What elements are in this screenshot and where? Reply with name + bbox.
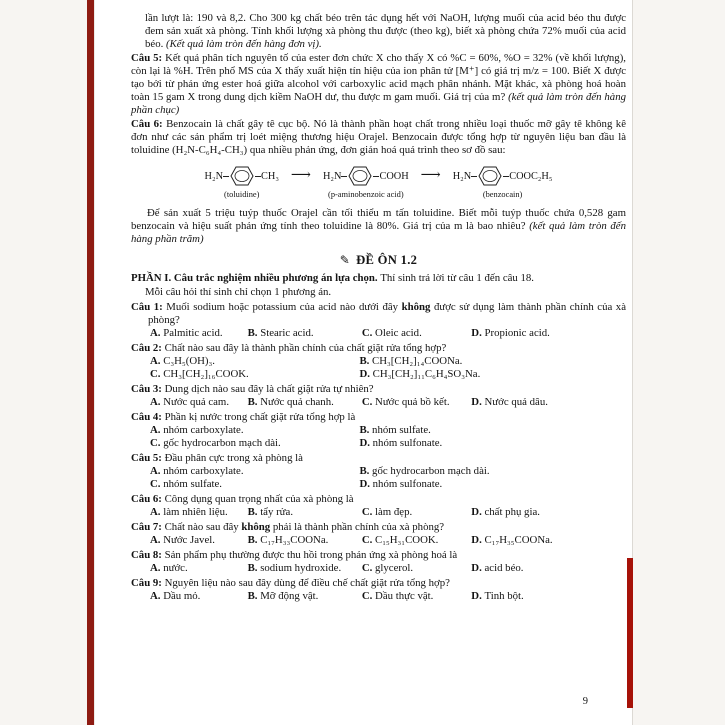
option [150,465,359,478]
options [150,396,626,409]
question-text [131,521,626,534]
option-key: B. [247,590,261,602]
option-key: D. [359,368,373,380]
text-run: Đầu phân cực trong xà phòng là [164,452,303,464]
option-key: C. [150,368,164,380]
option-key: A. [150,465,164,477]
page-number: 9 [582,696,588,707]
question-label: Câu 5: [131,52,166,64]
right-accent-bar [627,558,633,708]
text-run: lần lượt là: 190 và 8,2. Cho 300 kg chất béo trên tác dụng hết với NaOH, lượng muối của acid béo thu được đem sản xuất xà phòng. Tính khối lượng xà phòng thu được (theo kg), biết xà phòng chứa 72% muối của acid béo. [145,12,626,50]
text-run: Chất nào sau đây [164,521,242,533]
option-key: A. [150,506,164,518]
option-text: Stearic acid. [260,327,314,339]
option [150,437,359,450]
text-run: Mỗi câu hỏi thí sinh chỉ chọn 1 phương án. [145,286,332,298]
text-run: (kết quả làm tròn đến hàng phần chục) [131,91,626,116]
option-text: nhóm sulfate. [372,424,431,436]
option-text: Nước Javel. [163,534,215,546]
question-text [131,452,626,465]
option-text: nhóm sulfonate. [372,437,443,449]
text-run: Thí sinh trả lời từ câu 1 đến câu 18. [380,272,534,284]
questions-container [131,301,626,603]
option [150,368,359,381]
option [362,590,471,603]
option-text: C₁₇H₃₅COONa. [484,534,553,546]
option [248,396,362,409]
section-title: ĐỀ ÔN 1.2 [356,253,418,267]
substituent-left: H₂N [204,170,224,182]
benzene-ring-icon [348,166,372,186]
option [150,396,248,409]
option-key: D. [471,396,485,408]
text-run: không [241,521,271,533]
option [248,327,362,340]
question-label: Câu 7: [131,521,165,533]
option-text: Nước quả bồ kết. [375,396,450,408]
option-key: B. [247,506,261,518]
pencil-icon: ✎ [339,253,351,267]
question-6-paragraph [131,118,626,157]
question-label: Câu 2: [131,342,165,354]
option [471,590,626,603]
molecule-label: (benzocain) [482,190,523,199]
option [150,506,248,519]
question-5-paragraph [131,52,626,117]
option [471,534,626,547]
option [471,327,626,340]
question-label: Câu 6: [131,118,167,130]
text-run: Muối sodium hoặc potassium của acid nào dưới đây [166,301,402,313]
text-run: Nguyên liệu nào sau đây dùng để điều chế chất giặt rửa tổng hợp? [164,577,450,589]
option-key: B. [247,396,261,408]
option-text: nhóm sulfonate. [372,478,443,490]
option-text: Palmitic acid. [163,327,223,339]
question [131,383,626,409]
option-text: C₁₅H₃₁COOK. [375,534,439,546]
molecule-label: (p-aminobenzoic acid) [328,190,404,199]
option-key: A. [150,534,164,546]
option-text: Nước quả chanh. [260,396,334,408]
text-run: Kết quả phân tích nguyên tố của ester đơn chức X cho thấy X có %C = 60%, %O = 32% (về khối lượng), còn lại là %H. Trên phổ MS của X thấy xuất hiện tín hiệu của ion phân tử [M⁺] có giá trị m/z = 100. Biết X được tạo bởi từ phản ứng ester hoá giữa alcohol với carboxylic acid mạch phân nhánh. Mặt khác, xà phòng hoá hoàn toàn 15 gam X trong dung dịch kiềm NaOH dư, thu được m gam muối. Giá trị của m? [131,52,626,103]
option-key: B. [247,534,261,546]
option-text: acid béo. [484,562,524,574]
option [359,368,626,381]
question-label: Câu 8: [131,549,165,561]
question-text [131,577,626,590]
document-page [95,0,632,725]
molecule-structure [205,166,279,186]
post-diagram-paragraph [131,207,626,246]
options [150,424,626,450]
substituent-right: COOC₂H₅ [509,170,553,182]
options [150,534,626,547]
text-run: Chất nào sau đây là thành phần chính của chất giặt rửa tổng hợp? [164,342,447,354]
option [362,534,471,547]
option-text: CH₃[CH₂]₁₆COOK. [163,368,249,380]
substituent-left: H₂N [323,170,342,182]
substituent-left: H₂N [452,170,472,182]
option-text: C₃H₅(OH)₃. [163,355,215,367]
option-key: B. [359,424,373,436]
molecule-structure [323,166,409,186]
substituent-right: COOH [379,170,409,182]
options [150,465,626,491]
option-text: làm nhiên liệu. [163,506,228,518]
option [150,534,248,547]
bond-line [223,176,229,177]
question-label: Câu 1: [131,301,167,313]
option-key: D. [471,327,485,339]
text-run: PHẦN I. Câu trắc nghiệm nhiều phương án lựa chọn. [131,272,381,284]
options [150,506,626,519]
intro-paragraph [145,12,626,51]
option-key: A. [150,590,164,602]
option [359,478,626,491]
options [150,590,626,603]
options [150,562,626,575]
question-label: Câu 9: [131,577,165,589]
option [150,562,248,575]
option-text: Mỡ động vật. [260,590,319,602]
option-key: A. [150,355,164,367]
option-key: B. [247,562,261,574]
substituent-right: CH₃ [261,170,279,182]
option-key: C. [361,590,376,602]
option-text: tẩy rửa. [260,506,294,518]
question [131,342,626,381]
option-key: B. [247,327,261,339]
option-text: gốc hydrocarbon mạch dài. [372,465,490,477]
option [359,465,626,478]
part-header-line [145,286,626,299]
option-key: B. [359,465,373,477]
molecule [453,166,553,201]
question-text [131,342,626,355]
option [248,562,362,575]
molecule [205,166,279,201]
option-text: Tinh bột. [484,590,524,602]
option-key: A. [150,396,164,408]
molecule [323,166,409,201]
benzene-ring-icon [478,166,502,186]
option-key: C. [150,437,164,449]
question-label: Câu 6: [131,493,165,505]
question [131,452,626,491]
text-run: được sử dụng làm thành phần chính của xà phòng? [148,301,626,326]
option [359,437,626,450]
option [150,424,359,437]
text-run: (kết quả làm tròn đến hàng phần trăm) [131,220,626,245]
option-text: nước. [163,562,188,574]
question-text [131,411,626,424]
text-run: (Kết quả làm tròn đến hàng đơn vị). [166,38,322,50]
benzene-ring-icon [230,166,254,186]
option-text: chất phụ gia. [484,506,540,518]
option-text: CH₃[CH₂]₁₄COONa. [372,355,463,367]
text-run: phải là thành phần chính của xà phòng? [270,521,445,533]
option [359,355,626,368]
post-diagram-container [131,207,626,246]
text-run: Để sản xuất 5 triệu tuýp thuốc Orajel cần tối thiểu m tấn toluidine. Biết mỗi tuýp thuốc chứa 0,528 gam benzocain và hiệu suất phản ứng tính theo toluidine là 80%. Giá trị của m là bao nhiêu? [131,207,626,232]
option-text: Dầu thực vật. [375,590,434,602]
left-accent-bar [87,0,95,725]
reaction-diagram [131,166,626,201]
part-header-line [131,272,626,285]
option [471,396,626,409]
option-text: Propionic acid. [484,327,550,339]
options [150,355,626,381]
option-text: nhóm carboxylate. [163,465,244,477]
option-key: D. [359,437,373,449]
text-run: Công dụng quan trọng nhất của xà phòng là [164,493,354,505]
option [248,506,362,519]
option [471,506,626,519]
option [248,534,362,547]
option-key: C. [361,562,376,574]
option-key: A. [150,424,164,436]
option [362,327,471,340]
option [362,506,471,519]
question-label: Câu 4: [131,411,165,423]
question-text [131,493,626,506]
option-key: C. [150,478,164,490]
question-text [131,301,626,327]
option-text: làm đẹp. [375,506,413,518]
question [131,549,626,575]
question-label: Câu 5: [131,452,165,464]
option [150,478,359,491]
option-text: Nước quả cam. [163,396,230,408]
page-content [131,12,626,605]
option-key: A. [150,327,164,339]
option-text: C₁₇H₃₃COONa. [260,534,329,546]
molecule-label: (toluidine) [224,190,260,199]
text-run: không [401,301,431,313]
text-run: Benzocain là chất gây tê cục bộ. Nó là thành phần hoạt chất trong nhiều loại thuốc mỡ gây tê không kê đơn như các sản phẩm trị loét miệng thương hiệu Orajel. Benzocain được tổng hợp từ nguyên liệu ban đầu là toluidine (H₂N-C₆H₄-CH₃) qua nhiều phản ứng, đơn giản hoá quá trình theo sơ đồ sau: [131,118,627,156]
bond-line [341,176,347,177]
question-label: Câu 3: [131,383,165,395]
option-key: D. [359,478,373,490]
text-run: Dung dịch nào sau đây là chất giặt rửa tự nhiên? [164,383,374,395]
option-text: glycerol. [375,562,414,574]
option-text: gốc hydrocarbon mạch dài. [163,437,281,449]
options [150,327,626,340]
option-text: nhóm carboxylate. [163,424,244,436]
text-run: Sản phẩm phụ thường được thu hồi trong phản ứng xà phòng hoá là [164,549,458,561]
bond-line [471,176,477,177]
option-text: CH₃[CH₂]₁₁C₆H₄SO₃Na. [372,368,481,380]
option-key: D. [471,506,485,518]
option [150,590,248,603]
option-key: C. [361,534,376,546]
question [131,521,626,547]
option-text: sodium hydroxide. [260,562,342,574]
option-key: C. [361,327,376,339]
option-key: D. [471,562,485,574]
option [248,590,362,603]
reaction-arrow-icon: ⟶ [420,168,441,183]
reaction-arrow-icon: ⟶ [290,168,311,183]
pre-section-container [131,12,626,157]
molecule-structure [453,166,553,186]
option-text: Oleic acid. [375,327,422,339]
question [131,301,626,340]
option [150,355,359,368]
question [131,577,626,603]
option [362,562,471,575]
option-text: Dầu mỏ. [163,590,201,602]
option [362,396,471,409]
text-run: Phần kị nước trong chất giặt rửa tổng hợp là [164,411,356,423]
part-header [131,272,626,299]
option-key: C. [361,506,376,518]
question-text [131,383,626,396]
option-key: D. [471,534,485,546]
option [150,327,248,340]
option-key: A. [150,562,164,574]
option-key: C. [361,396,376,408]
option [359,424,626,437]
option-key: D. [471,590,485,602]
option-key: B. [359,355,373,367]
section-header [131,254,626,267]
option-text: nhóm sulfate. [163,478,222,490]
question [131,493,626,519]
option-text: Nước quả dâu. [484,396,548,408]
question-text [131,549,626,562]
option [471,562,626,575]
question [131,411,626,450]
